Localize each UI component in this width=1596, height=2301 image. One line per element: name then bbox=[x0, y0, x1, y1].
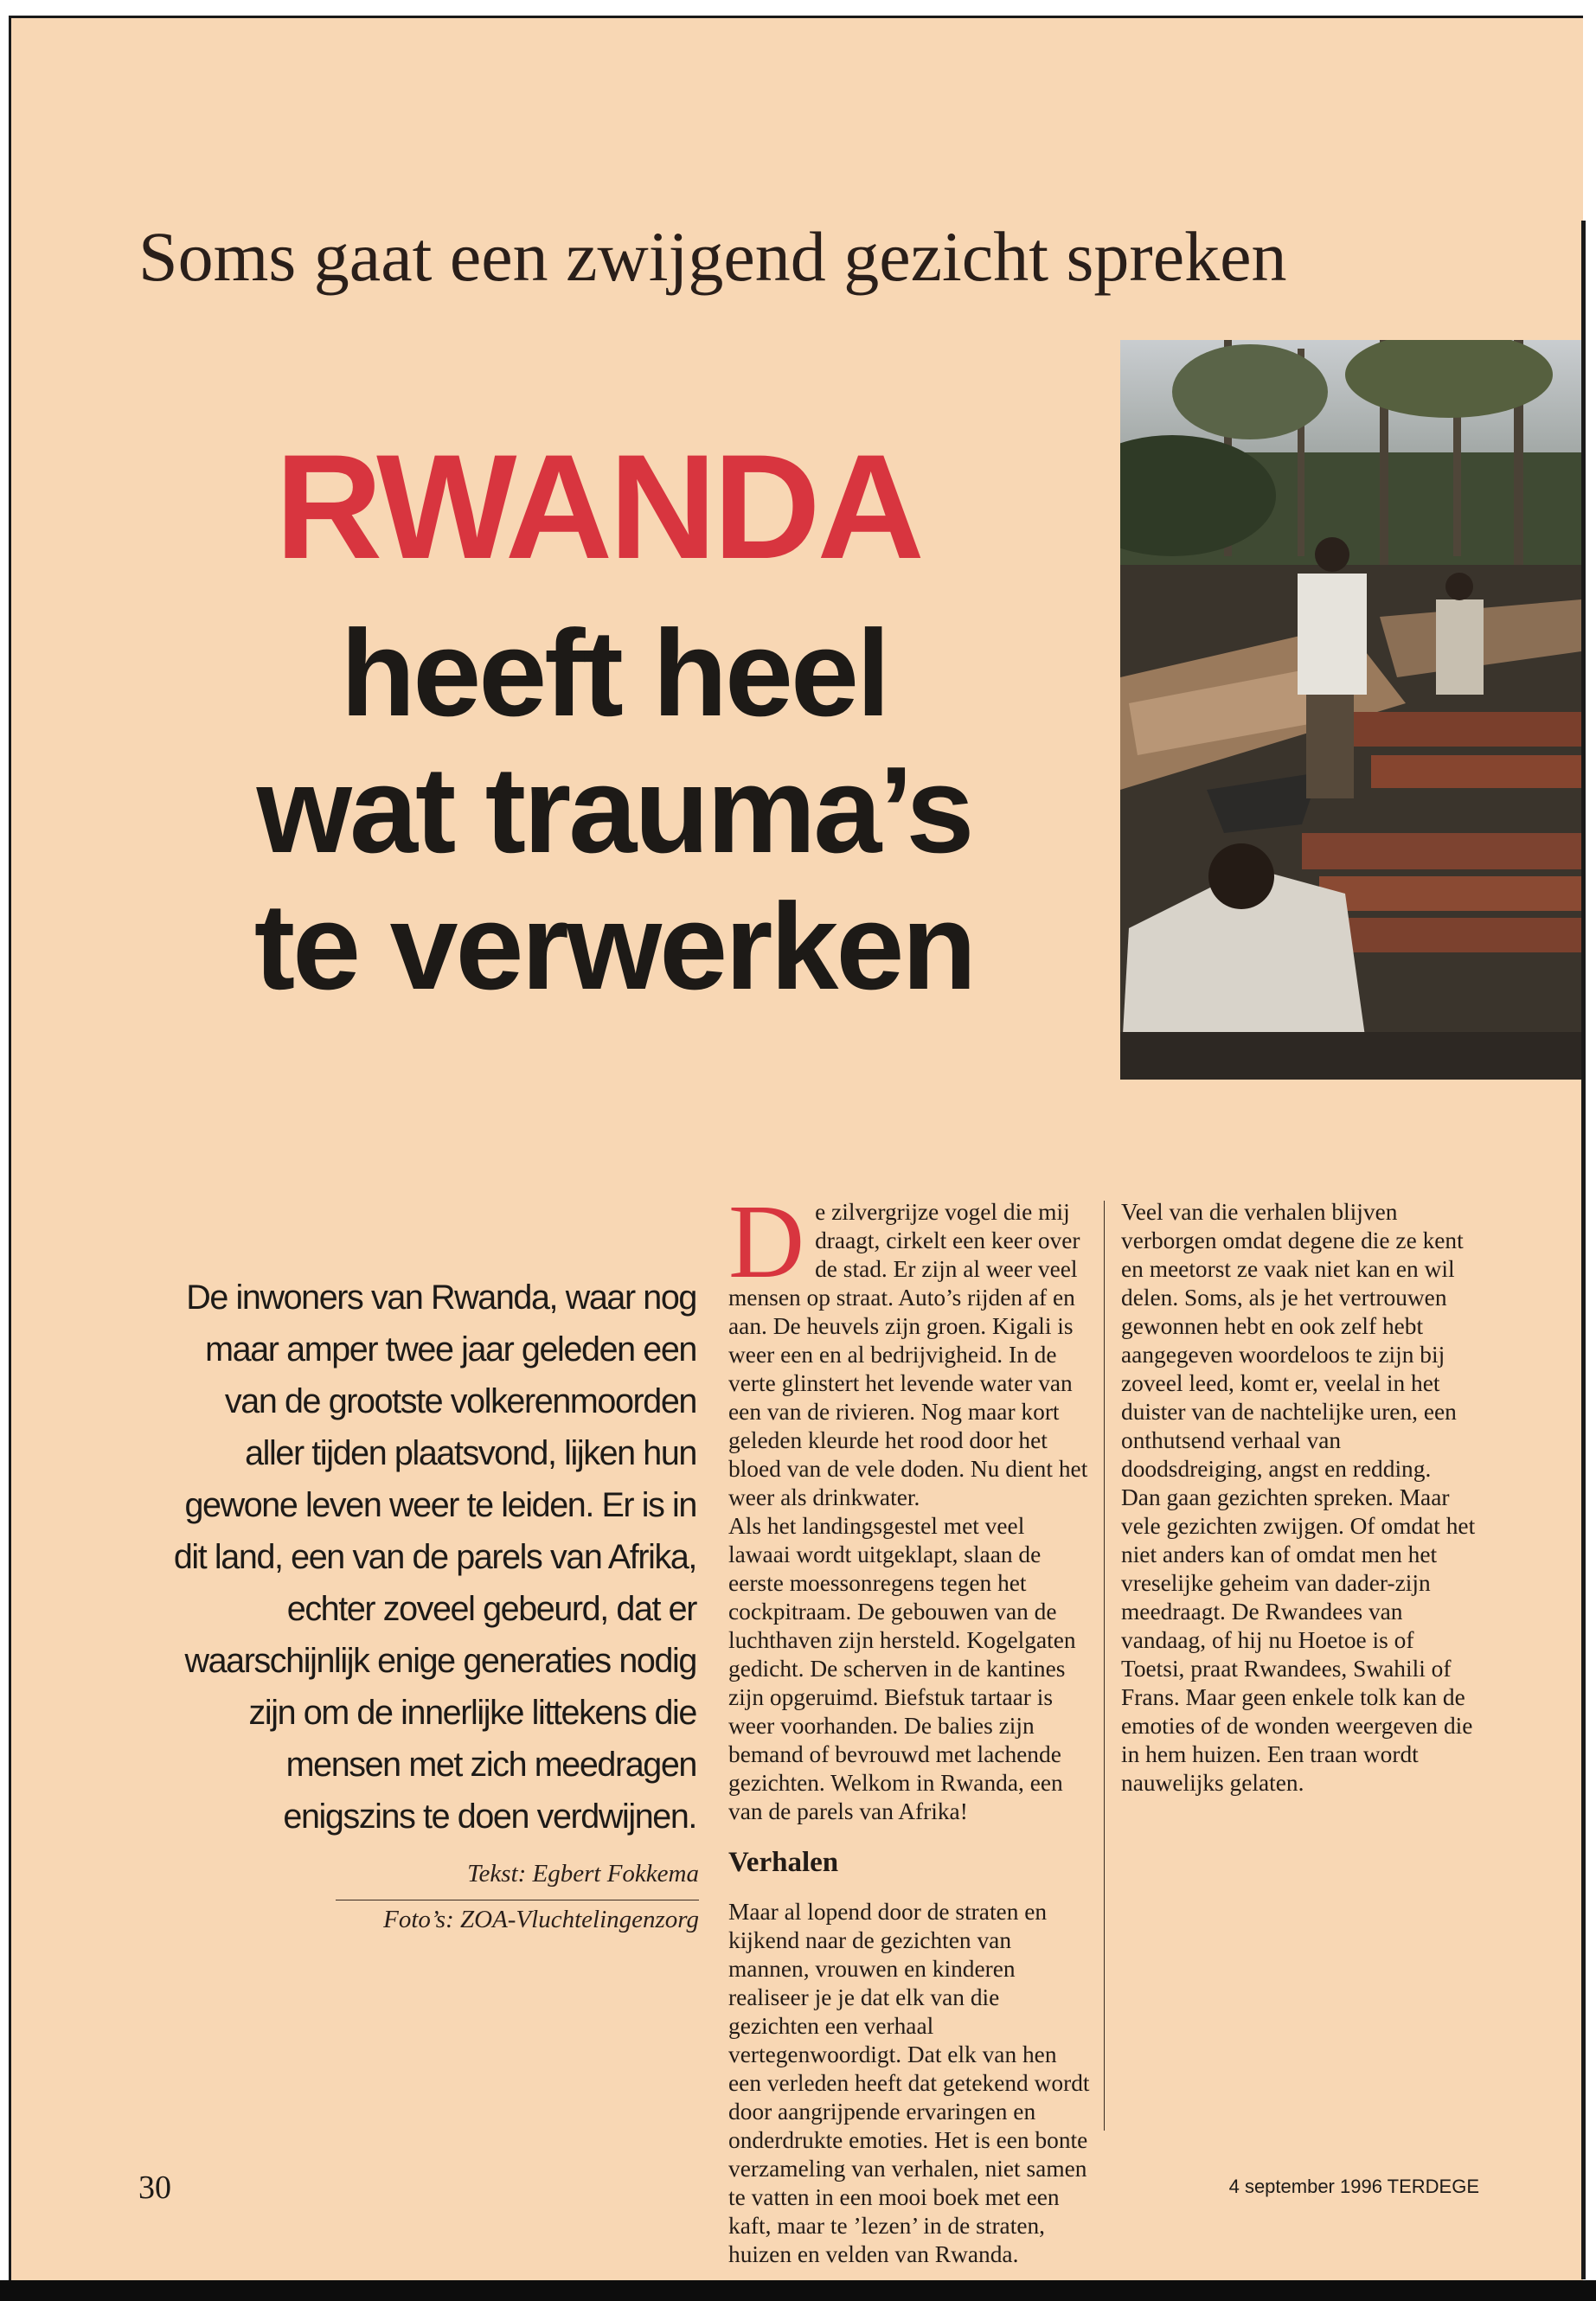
article-paragraph-3: Maar al lopend door de straten en kijkend naar de gezichten van mannen, vrouwen en kinderen realiseer je je dat elk van die gezichten een verhaal vertegenwoordigt. Dat elk van hen een verleden heeft dat getekend wordt door aangrijpende ervaringen en onderdrukte emoties. Het is een bonte verzameling van verhalen, niet samen te vatten in een mooi boek met een kaft, maar te ’lezen’ in de straten, huizen en velden van Rwanda. bbox=[728, 1899, 1090, 2267]
headline-country: RWANDA bbox=[275, 424, 921, 590]
headline-line-3: te verwerken bbox=[253, 878, 975, 1016]
article-subheading: Verhalen bbox=[728, 1847, 839, 1878]
issue-info: 4 september 1996 TERDEGE bbox=[1228, 2176, 1479, 2197]
page-number: 30 bbox=[138, 2170, 171, 2206]
article-column-1 bbox=[728, 1183, 1090, 2269]
drop-cap: D bbox=[728, 1183, 805, 1300]
kicker-headline: Soms gaat een zwijgend gezicht spreken bbox=[138, 217, 1287, 296]
article-paragraph-1: e zilvergrijze vogel die mij draagt, cirkelt een keer over de stad. Er zijn al weer veel mensen op straat. Auto’s rijden af en aan. De heuvels zijn groen. Kigali is weer een en al bedrijvigheid. In de verte glinstert het levende water van een van de rivieren. Nog maar kort geleden kleurde het rood door het bloed van de vele doden. Nu dient het weer als drinkwater. bbox=[728, 1199, 1088, 1510]
page-edge-bottom bbox=[0, 2280, 1596, 2301]
headline-main bbox=[225, 606, 1003, 1016]
page-edge-right bbox=[1581, 221, 1586, 2279]
column-divider bbox=[1104, 1201, 1105, 2131]
headline-line-2: wat trauma’s bbox=[256, 741, 972, 879]
article-paragraph-2: Als het landingsgestel met veel lawaai wordt uitgeklapt, slaan de eerste moessonregens tegen het cockpitraam. De gebouwen van de luchthaven zijn hersteld. Kogelgaten gedicht. De scherven in de kantines zijn opgeruimd. Biefstuk tartaar is weer voorhanden. De balies zijn bemand of bevrouwd met lachende gezichten. Welkom in Rwanda, een van de parels van Afrika! bbox=[728, 1513, 1076, 1824]
headline-line-1: heeft heel bbox=[340, 605, 888, 742]
intro-paragraph: De inwoners van Rwanda, waar nog maar amper twee jaar geleden een van de grootste volkerenmoorden aller tijden plaatsvond, lijken hun gewone leven weer te leiden. Er is in dit land, een van de parels van Afrika, echter zoveel gebeurd, dat er waarschijnlijk enige generaties nodig zijn om de innerlijke littekens die mensen met zich meedragen enigszins te doen verdwijnen. bbox=[173, 1279, 696, 1836]
article-paragraph-4: Veel van die verhalen blijven verborgen omdat degene die ze kent en meetorst ze vaak niet kan en wil delen. Soms, als je het vertrouwen gewonnen hebt en ook zelf hebt aangegeven woordeloos te zijn bij zoveel leed, komt er, veelal in het duister van de nachtelijke uren, een onthutsend verhaal van doodsdreiging, angst en redding. Dan gaan gezichten spreken. Maar vele gezichten zwijgen. Of omdat het niet anders kan of omdat men het vreselijke geheim van dader-zijn meedraagt. De Rwandees van vandaag, of hij nu Hoetoe is of Toetsi, praat Rwandees, Swahili of Frans. Maar geen enkele tolk kan de emoties of de wonden weergeven die in hem huizen. Een traan wordt nauwelijks gelaten. bbox=[1121, 1199, 1476, 1796]
article-column-2 bbox=[1121, 1198, 1476, 1798]
photo-credit: Foto’s: ZOA-Vluchtelingenzorg bbox=[383, 1906, 699, 1933]
article-photo bbox=[1120, 340, 1581, 1080]
text-credit: Tekst: Egbert Fokkema bbox=[467, 1860, 699, 1888]
photo-construction-scene bbox=[1120, 340, 1581, 1080]
